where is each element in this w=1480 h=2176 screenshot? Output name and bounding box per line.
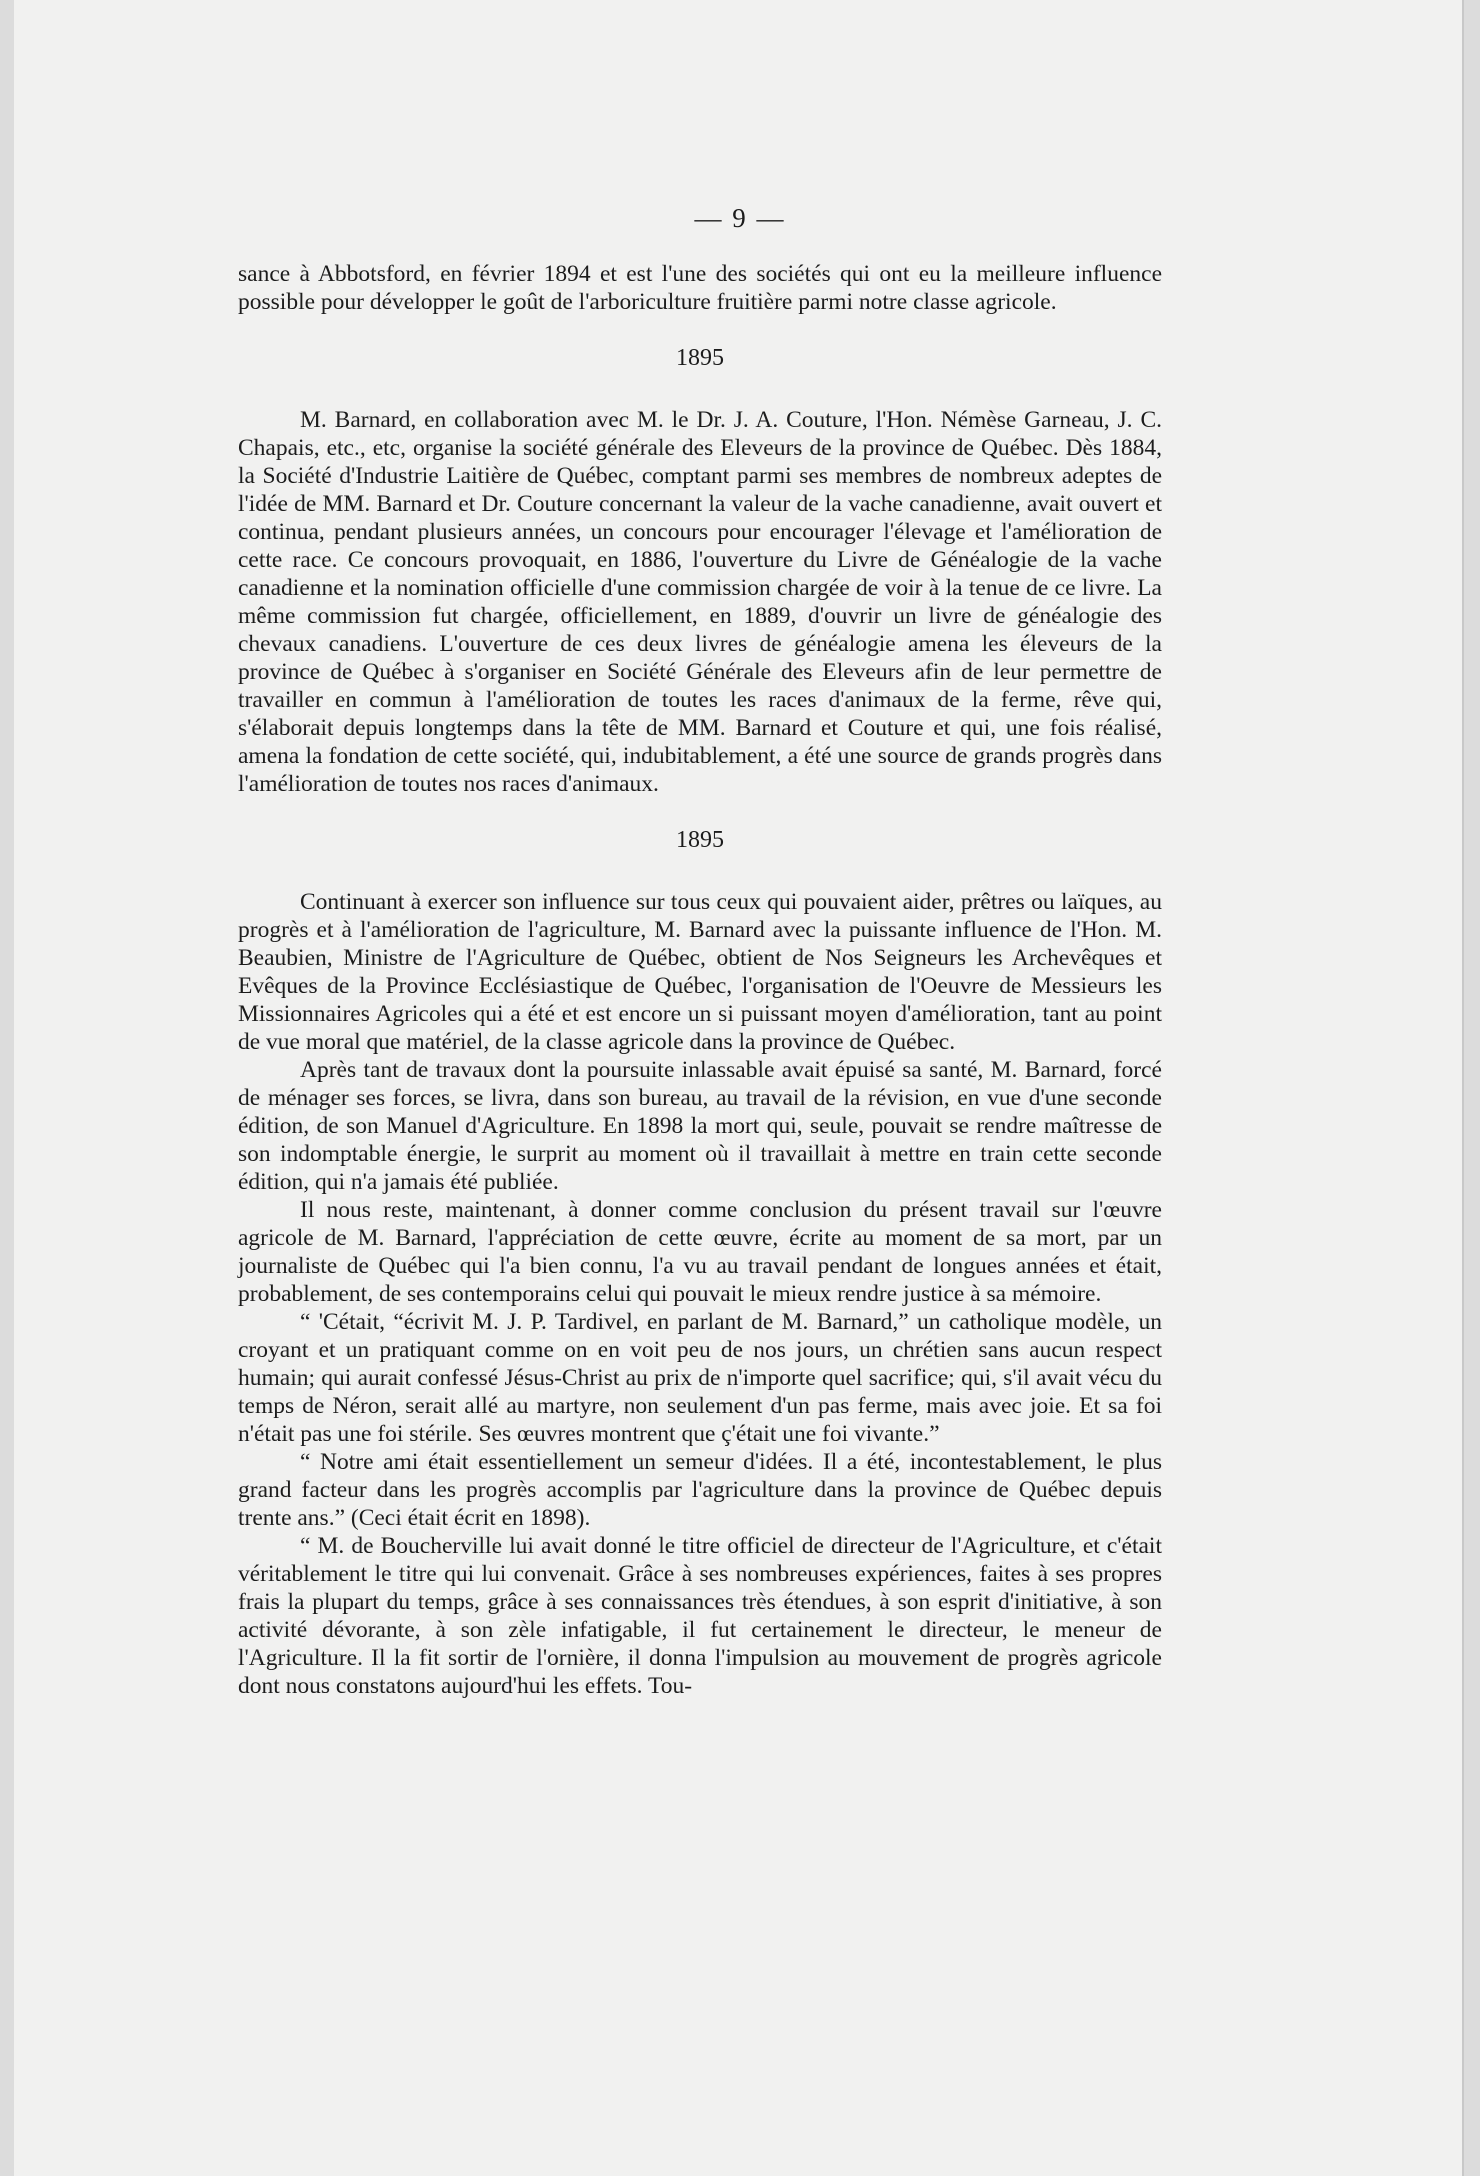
manual-revision-paragraph: Après tant de travaux dont la poursuite inlassable avait épuisé sa santé, M. Barnard, forcé de ménager ses forces, se livra, dans son bureau, au travail de la révision, en vue d'une seconde édition, de son Manuel d'Agriculture. En 1898 la mort qui, seule, pouvait se rendre maîtresse de son indomptable énergie, le surprit au moment où il travaillait à mettre en train cette seconde édition, qui n'a jamais été publiée.	[238, 1057, 1162, 1195]
section-year-heading: 1895	[676, 827, 724, 853]
intro-paragraph: sance à Abbotsford, en février 1894 et est l'une des sociétés qui ont eu la meilleure influence possible pour développer le goût de l'arboriculture fruitière parmi notre classe agricole.	[238, 261, 1162, 315]
semeur-quote: “ Notre ami était essentiellement un semeur d'idées. Il a été, incontestablement, le plus grand facteur dans les progrès accomplis par l'agriculture dans la province de Québec depuis trente ans.” (Ceci était écrit en 1898).	[238, 1449, 1162, 1531]
barnard-breeders-paragraph: M. Barnard, en collaboration avec M. le Dr. J. A. Couture, l'Hon. Némèse Garneau, J. C. Chapais, etc., etc, organise la société générale des Eleveurs de la province de Québec. Dès 1884, la Société d'Industrie Laitière de Québec, comptant parmi ses membres de nombreux adeptes de l'idée de MM. Barnard et Dr. Couture concernant la valeur de la vache canadienne, avait ouvert et continua, pendant plusieurs années, un concours pour encourager l'élevage et l'amélioration de cette race. Ce concours provoquait, en 1886, l'ouverture du Livre de Généalogie de la vache canadienne et la nomination officielle d'une commission chargée de voir à la tenue de ce livre. La même commission fut chargée, officiellement, en 1889, d'ouvrir un livre de généalogie des chevaux canadiens. L'ouverture de ces deux livres de généalogie amena les éleveurs de la province de Québec à s'organiser en Société Générale des Eleveurs afin de leur permettre de travailler en commun à l'amélioration de toutes les races d'animaux de la ferme, rêve qui, s'élaborait depuis longtemps dans la tête de MM. Barnard et Couture et qui, une fois réalisé, amena la fondation de cette société, qui, indubitablement, a été une source de grands progrès dans l'amélioration de toutes nos races d'animaux.	[238, 407, 1162, 797]
section-year-heading: 1895	[676, 345, 724, 371]
tardivel-quote: “ 'Cétait, “écrivit M. J. P. Tardivel, en parlant de M. Barnard,” un catholique modèle, un croyant et un pratiquant comme on en voit peu de nos jours, un chrétien sans aucun respect humain; qui aurait confessé Jésus-Christ au prix de n'importe quel sacrifice; qui, s'il avait vécu du temps de Néron, serait allé au martyre, non seulement d'un pas ferme, mais avec joie. Et sa foi n'était pas une foi stérile. Ses œuvres montrent que ç'était une foi vivante.”	[238, 1309, 1162, 1447]
missionaries-paragraph: Continuant à exercer son influence sur tous ceux qui pouvaient aider, prêtres ou laïques, au progrès et à l'amélioration de l'agriculture, M. Barnard avec la puissante influence de l'Hon. M. Beaubien, Ministre de l'Agriculture de Québec, obtient de Nos Seigneurs les Archevêques et Evêques de la Province Ecclésiastique de Québec, l'organisation de l'Oeuvre de Messieurs les Missionnaires Agricoles qui a été et est encore un si puissant moyen d'amélioration, tant au point de vue moral que matériel, de la classe agricole dans la province de Québec.	[238, 889, 1162, 1055]
text-column	[238, 260, 1162, 1700]
conclusion-paragraph: Il nous reste, maintenant, à donner comme conclusion du présent travail sur l'œuvre agricole de M. Barnard, l'appréciation de cette œuvre, écrite au moment de sa mort, par un journaliste de Québec qui l'a bien connu, l'a vu au travail pendant de longues années et était, probablement, de ses contemporains celui qui pouvait le mieux rendre justice à sa mémoire.	[238, 1197, 1162, 1307]
boucherville-quote: “ M. de Boucherville lui avait donné le titre officiel de directeur de l'Agriculture, et c'était véritablement le titre qui lui convenait. Grâce à ses nombreuses expériences, faites à ses propres frais la plupart du temps, grâce à ses connaissances très étendues, à son esprit d'initiative, à son activité dévorante, à son zèle infatigable, il fut certainement le directeur, le meneur de l'Agriculture. Il la fit sortir de l'ornière, il donna l'impulsion au mouvement de progrès agricole dont nous constatons aujourd'hui les effets. Tou-	[238, 1533, 1162, 1699]
page-number: — 9 —	[694, 203, 786, 233]
